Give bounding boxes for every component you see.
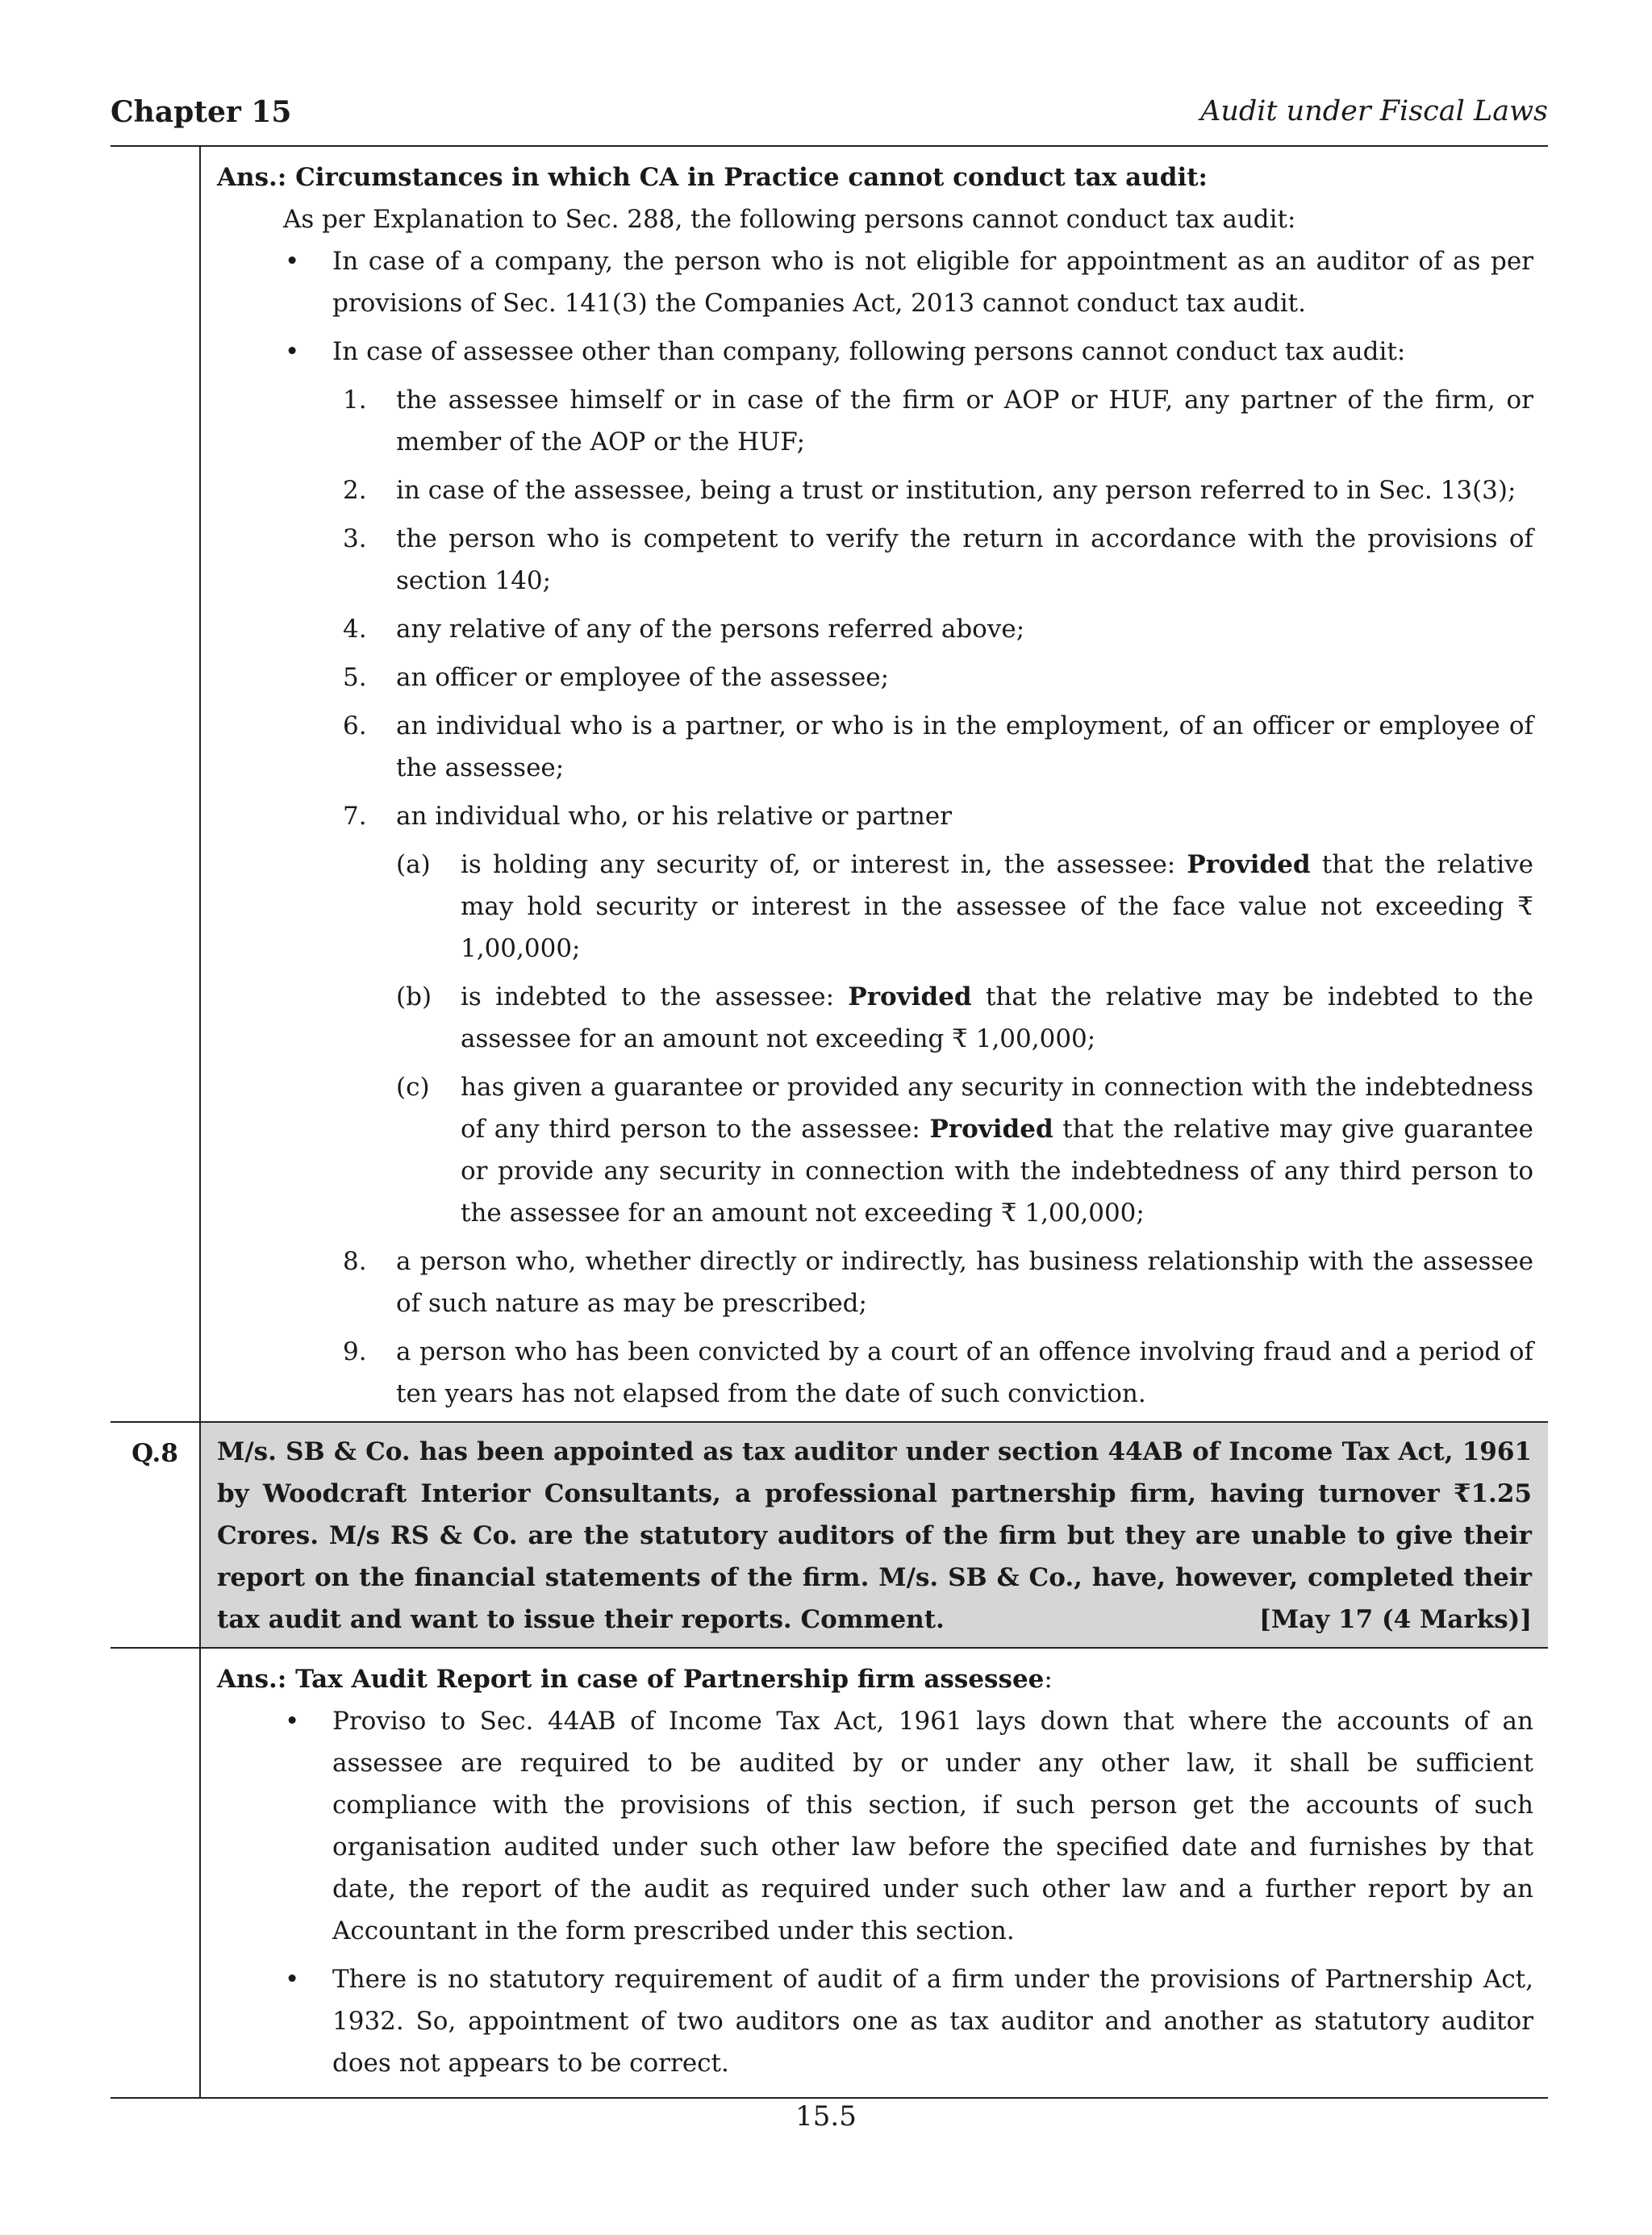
- bullet-list: [217, 240, 1533, 373]
- sub-list-item: (b) is indebted to the assessee: Provided that the relative may be indebted to the assessee for an amount not exceeding ₹ 1,00,000;: [396, 982, 1533, 1053]
- answer-heading-2: Ans.: Tax Audit Report in case of Partnership firm assessee:: [217, 1665, 1053, 1694]
- list-item: 4. any relative of any of the persons referred above;: [343, 615, 1025, 644]
- bullet-icon: •: [285, 1965, 300, 1994]
- sub-list-item: (c) has given a guarantee or provided any security in connection with the indebtedness of any third person to the assessee: Provided that the relative may give guarantee or provide any security in connection with the indebtedness of any third person to the assessee for an amount not exceeding ₹ 1,00,000;: [396, 1073, 1533, 1228]
- list-item: • Proviso to Sec. 44AB of Income Tax Act, 1961 lays down that where the accounts of an assessee are required to be audited by or under any other law, it shall be sufficient compliance with the provisions of this section, if such person get the accounts of such organisation audited under such other law before the specified date and furnishes by that date, the report of the audit as required under such other law and a further report by an Accountant in the form prescribed under this section.: [217, 1700, 1533, 1952]
- bullet-icon: •: [285, 337, 300, 366]
- question-text: M/s. SB & Co. has been appointed as tax auditor under section 44AB of Income Tax Act, 1961 by Woodcraft Interior Consultants, a professional partnership firm, having turnover ₹1.25 Crores. M/s RS & Co. are the statutory auditors of the firm but they are unable to give their report on the financial statements of the firm. M/s. SB & Co., have, however, completed their tax audit and want to issue their reports. Comment.: [217, 1437, 1532, 1634]
- list-item: • There is no statutory requirement of audit of a firm under the provisions of Partnership Act, 1932. So, appointment of two auditors one as tax auditor and another as statutory auditor does not appears to be correct.: [217, 1958, 1533, 2084]
- question-number-cell: [111, 147, 200, 1422]
- chapter-label: Chapter 15: [111, 95, 292, 129]
- list-item: 5. an officer or employee of the assessee;: [343, 663, 890, 692]
- numbered-list: [217, 379, 1533, 837]
- answer-cell-1: [200, 147, 1548, 1422]
- list-item: 6. an individual who is a partner, or who is in the employment, of an officer or employee of the assessee;: [343, 711, 1533, 782]
- list-item: 7. an individual who, or his relative or partner: [343, 802, 952, 831]
- question-number: Q.8: [131, 1439, 178, 1468]
- answer-row-1: [111, 147, 1548, 1422]
- bullet-icon: •: [285, 1707, 300, 1736]
- section-title: Audit under Fiscal Laws: [1200, 95, 1548, 127]
- answer-cell-2: [200, 1648, 1548, 2098]
- list-item: 9. a person who has been convicted by a court of an offence involving fraud and a period of ten years has not elapsed from the date of such conviction.: [343, 1337, 1533, 1408]
- list-item: 8. a person who, whether directly or indirectly, has business relationship with the assessee of such nature as may be prescribed;: [343, 1247, 1533, 1318]
- page-header: [111, 95, 1548, 144]
- question-number-cell: [111, 1422, 200, 1648]
- list-item: 2. in case of the assessee, being a trust or institution, any person referred to in Sec. 13(3);: [343, 476, 1516, 505]
- sub-list-item: (a) is holding any security of, or interest in, the assessee: Provided that the relative may hold security or interest in the assessee of the face value not exceeding ₹ 1,00,000;: [396, 850, 1533, 963]
- page-number: 15.5: [795, 2100, 857, 2133]
- answer-heading: Ans.: Circumstances in which CA in Practice cannot conduct tax audit:: [217, 163, 1208, 192]
- question-number-cell: [111, 1648, 200, 2098]
- answer-row-2: [111, 1648, 1548, 2098]
- list-item: • In case of a company, the person who is not eligible for appointment as an auditor of as per provisions of Sec. 141(3) the Companies Act, 2013 cannot conduct tax audit.: [217, 240, 1533, 324]
- numbered-list-continued: [217, 1241, 1533, 1415]
- question-cell: [200, 1422, 1548, 1648]
- list-item: • In case of assessee other than company, following persons cannot conduct tax audit:: [217, 331, 1533, 373]
- marks-label: [May 17 (4 Marks)]: [1259, 1605, 1532, 1634]
- qa-table: [111, 147, 1548, 2099]
- list-item: 1. the assessee himself or in case of the firm or AOP or HUF, any partner of the firm, or member of the AOP or the HUF;: [343, 386, 1533, 457]
- answer-intro: As per Explanation to Sec. 288, the following persons cannot conduct tax audit:: [283, 205, 1296, 234]
- question-row: [111, 1422, 1548, 1648]
- list-item: 3. the person who is competent to verify the return in accordance with the provisions of section 140;: [343, 524, 1533, 595]
- sub-list: [217, 844, 1533, 1234]
- bullet-icon: •: [285, 247, 300, 276]
- bullet-list-2: [217, 1700, 1533, 2084]
